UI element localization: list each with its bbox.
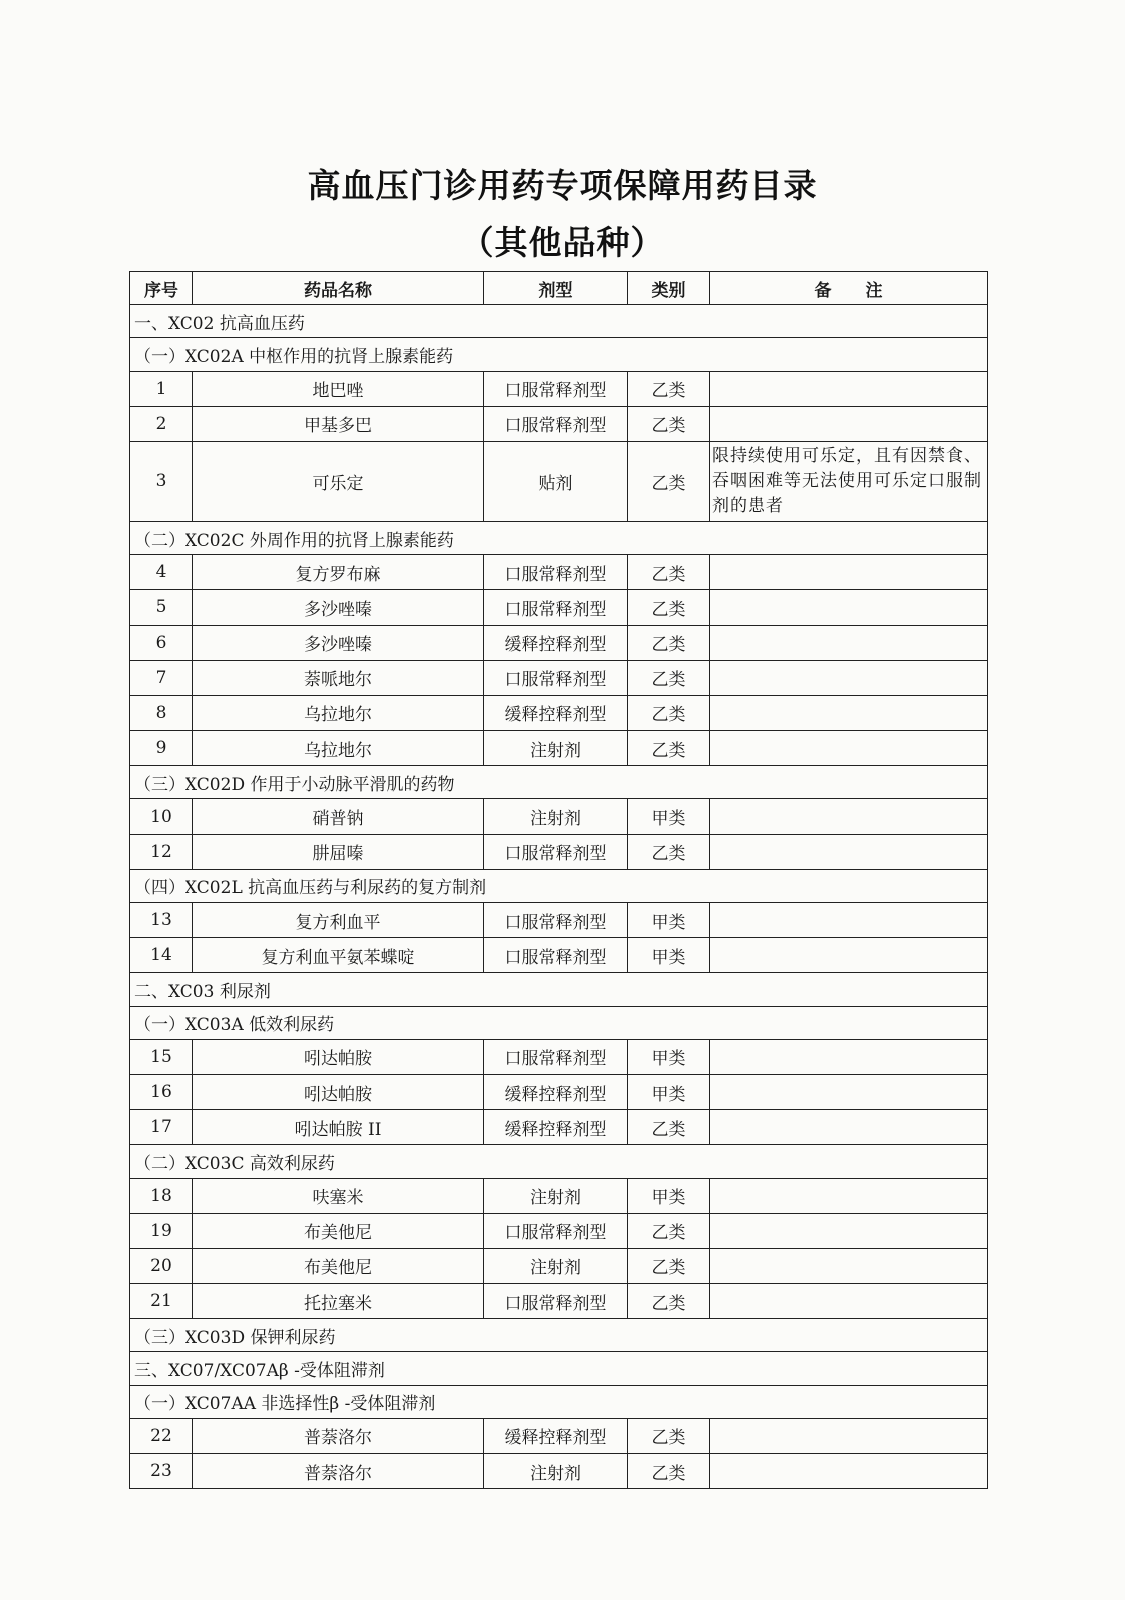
table-row — [130, 799, 988, 834]
cell-serial-no: 13 — [130, 903, 193, 938]
cell-remarks — [710, 731, 988, 766]
section-heading: （三）XC02D 作用于小动脉平滑肌的药物 — [130, 766, 988, 799]
section-heading: （二）XC03C 高效利尿药 — [130, 1145, 988, 1178]
cell-remarks — [710, 1213, 988, 1248]
cell-category: 乙类 — [628, 1284, 710, 1319]
cell-remarks — [710, 1454, 988, 1489]
cell-drug-name: 普萘洛尔 — [193, 1454, 484, 1489]
cell-drug-name: 复方利血平氨苯蝶啶 — [193, 938, 484, 973]
section-row — [130, 338, 988, 371]
section-heading: （二）XC02C 外周作用的抗肾上腺素能药 — [130, 521, 988, 554]
cell-dosage-form: 缓释控释剂型 — [484, 1418, 628, 1453]
cell-category: 乙类 — [628, 1248, 710, 1283]
cell-category: 乙类 — [628, 1454, 710, 1489]
section-row — [130, 766, 988, 799]
cell-serial-no: 17 — [130, 1110, 193, 1145]
cell-remarks — [710, 590, 988, 625]
section-heading: （一）XC02A 中枢作用的抗肾上腺素能药 — [130, 338, 988, 371]
cell-drug-name: 甲基多巴 — [193, 406, 484, 441]
cell-category: 乙类 — [628, 1213, 710, 1248]
cell-dosage-form: 口服常释剂型 — [484, 834, 628, 869]
cell-serial-no: 22 — [130, 1418, 193, 1453]
header-drug-name: 药品名称 — [193, 272, 484, 305]
cell-category: 甲类 — [628, 938, 710, 973]
table-row — [130, 695, 988, 730]
section-row — [130, 973, 988, 1006]
header-category: 类别 — [628, 272, 710, 305]
cell-drug-name: 多沙唑嗪 — [193, 625, 484, 660]
cell-remarks: 限持续使用可乐定，且有因禁食、吞咽困难等无法使用可乐定口服制剂的患者 — [710, 441, 988, 521]
cell-dosage-form: 口服常释剂型 — [484, 371, 628, 406]
cell-drug-name: 乌拉地尔 — [193, 731, 484, 766]
cell-remarks — [710, 1110, 988, 1145]
cell-drug-name: 复方利血平 — [193, 903, 484, 938]
cell-remarks — [710, 1039, 988, 1074]
cell-category: 乙类 — [628, 371, 710, 406]
cell-dosage-form: 注射剂 — [484, 731, 628, 766]
cell-remarks — [710, 938, 988, 973]
cell-drug-name: 普萘洛尔 — [193, 1418, 484, 1453]
cell-remarks — [710, 406, 988, 441]
cell-serial-no: 1 — [130, 371, 193, 406]
table-row — [130, 441, 988, 521]
cell-serial-no: 10 — [130, 799, 193, 834]
cell-remarks — [710, 799, 988, 834]
cell-serial-no: 12 — [130, 834, 193, 869]
cell-category: 甲类 — [628, 1178, 710, 1213]
cell-drug-name: 复方罗布麻 — [193, 555, 484, 590]
document-title: 高血压门诊用药专项保障用药目录 — [307, 166, 818, 205]
cell-serial-no: 7 — [130, 660, 193, 695]
cell-dosage-form: 缓释控释剂型 — [484, 695, 628, 730]
cell-serial-no: 3 — [130, 441, 193, 521]
cell-remarks — [710, 1074, 988, 1109]
cell-remarks — [710, 695, 988, 730]
table-row — [130, 1418, 988, 1453]
cell-remarks — [710, 903, 988, 938]
cell-remarks — [710, 1178, 988, 1213]
cell-category: 甲类 — [628, 1074, 710, 1109]
section-heading: （四）XC02L 抗高血压药与利尿药的复方制剂 — [130, 869, 988, 902]
cell-serial-no: 5 — [130, 590, 193, 625]
cell-category: 乙类 — [628, 441, 710, 521]
table-row — [130, 1039, 988, 1074]
section-row — [130, 869, 988, 902]
section-row — [130, 1385, 988, 1418]
cell-dosage-form: 缓释控释剂型 — [484, 1110, 628, 1145]
cell-drug-name: 托拉塞米 — [193, 1284, 484, 1319]
section-row — [130, 305, 988, 338]
section-heading: 二、XC03 利尿剂 — [130, 973, 988, 1006]
cell-category: 乙类 — [628, 555, 710, 590]
cell-remarks — [710, 371, 988, 406]
section-row — [130, 1352, 988, 1385]
cell-serial-no: 18 — [130, 1178, 193, 1213]
cell-category: 甲类 — [628, 799, 710, 834]
table-row — [130, 371, 988, 406]
header-serial-no: 序号 — [130, 272, 193, 305]
cell-dosage-form: 注射剂 — [484, 1454, 628, 1489]
cell-serial-no: 16 — [130, 1074, 193, 1109]
section-row — [130, 521, 988, 554]
section-heading: 三、XC07/XC07Aβ -受体阻滞剂 — [130, 1352, 988, 1385]
cell-serial-no: 14 — [130, 938, 193, 973]
document-subtitle: （其他品种） — [460, 223, 665, 262]
section-heading: （一）XC07AA 非选择性β -受体阻滞剂 — [130, 1385, 988, 1418]
cell-remarks — [710, 1248, 988, 1283]
cell-remarks — [710, 834, 988, 869]
table-row — [130, 625, 988, 660]
cell-dosage-form: 口服常释剂型 — [484, 938, 628, 973]
cell-dosage-form: 口服常释剂型 — [484, 1213, 628, 1248]
cell-serial-no: 15 — [130, 1039, 193, 1074]
cell-serial-no: 4 — [130, 555, 193, 590]
table-row — [130, 903, 988, 938]
section-row — [130, 1006, 988, 1039]
cell-dosage-form: 缓释控释剂型 — [484, 625, 628, 660]
drug-list-table — [129, 271, 988, 1489]
table-row — [130, 555, 988, 590]
cell-drug-name: 地巴唑 — [193, 371, 484, 406]
header-dosage-form: 剂型 — [484, 272, 628, 305]
cell-category: 乙类 — [628, 731, 710, 766]
table-row — [130, 1213, 988, 1248]
cell-dosage-form: 口服常释剂型 — [484, 1284, 628, 1319]
cell-drug-name: 吲达帕胺 II — [193, 1110, 484, 1145]
cell-dosage-form: 口服常释剂型 — [484, 406, 628, 441]
cell-dosage-form: 注射剂 — [484, 799, 628, 834]
cell-category: 乙类 — [628, 406, 710, 441]
cell-drug-name: 萘哌地尔 — [193, 660, 484, 695]
cell-serial-no: 21 — [130, 1284, 193, 1319]
table-row — [130, 1284, 988, 1319]
cell-drug-name: 吲达帕胺 — [193, 1074, 484, 1109]
cell-dosage-form: 贴剂 — [484, 441, 628, 521]
cell-dosage-form: 口服常释剂型 — [484, 903, 628, 938]
cell-drug-name: 多沙唑嗪 — [193, 590, 484, 625]
cell-serial-no: 9 — [130, 731, 193, 766]
cell-serial-no: 8 — [130, 695, 193, 730]
cell-serial-no: 20 — [130, 1248, 193, 1283]
cell-category: 乙类 — [628, 590, 710, 625]
cell-dosage-form: 注射剂 — [484, 1178, 628, 1213]
table-row — [130, 1454, 988, 1489]
cell-remarks — [710, 1418, 988, 1453]
cell-dosage-form: 口服常释剂型 — [484, 660, 628, 695]
cell-drug-name: 乌拉地尔 — [193, 695, 484, 730]
table-row — [130, 1110, 988, 1145]
cell-category: 乙类 — [628, 625, 710, 660]
cell-dosage-form: 口服常释剂型 — [484, 555, 628, 590]
cell-category: 甲类 — [628, 903, 710, 938]
cell-drug-name: 吲达帕胺 — [193, 1039, 484, 1074]
cell-serial-no: 23 — [130, 1454, 193, 1489]
cell-serial-no: 2 — [130, 406, 193, 441]
table-row — [130, 938, 988, 973]
header-remarks: 备 注 — [710, 272, 988, 305]
section-heading: 一、XC02 抗高血压药 — [130, 305, 988, 338]
cell-drug-name: 肼屈嗪 — [193, 834, 484, 869]
table-row — [130, 1178, 988, 1213]
cell-drug-name: 硝普钠 — [193, 799, 484, 834]
cell-serial-no: 6 — [130, 625, 193, 660]
cell-category: 乙类 — [628, 660, 710, 695]
cell-category: 甲类 — [628, 1039, 710, 1074]
table-row — [130, 1248, 988, 1283]
cell-category: 乙类 — [628, 695, 710, 730]
cell-drug-name: 布美他尼 — [193, 1248, 484, 1283]
cell-drug-name: 可乐定 — [193, 441, 484, 521]
cell-category: 乙类 — [628, 1110, 710, 1145]
cell-drug-name: 布美他尼 — [193, 1213, 484, 1248]
cell-remarks — [710, 1284, 988, 1319]
cell-remarks — [710, 625, 988, 660]
section-heading: （一）XC03A 低效利尿药 — [130, 1006, 988, 1039]
cell-dosage-form: 口服常释剂型 — [484, 1039, 628, 1074]
section-row — [130, 1145, 988, 1178]
table-row — [130, 660, 988, 695]
table-row — [130, 834, 988, 869]
section-heading: （三）XC03D 保钾利尿药 — [130, 1319, 988, 1352]
table-body — [130, 305, 988, 1489]
table-row — [130, 590, 988, 625]
section-row — [130, 1319, 988, 1352]
table-row — [130, 731, 988, 766]
table-header-row — [130, 272, 988, 305]
table-row — [130, 1074, 988, 1109]
cell-remarks — [710, 555, 988, 590]
cell-serial-no: 19 — [130, 1213, 193, 1248]
cell-category: 乙类 — [628, 834, 710, 869]
cell-drug-name: 呋塞米 — [193, 1178, 484, 1213]
cell-remarks — [710, 660, 988, 695]
cell-dosage-form: 缓释控释剂型 — [484, 1074, 628, 1109]
cell-category: 乙类 — [628, 1418, 710, 1453]
cell-dosage-form: 口服常释剂型 — [484, 590, 628, 625]
cell-dosage-form: 注射剂 — [484, 1248, 628, 1283]
table-row — [130, 406, 988, 441]
